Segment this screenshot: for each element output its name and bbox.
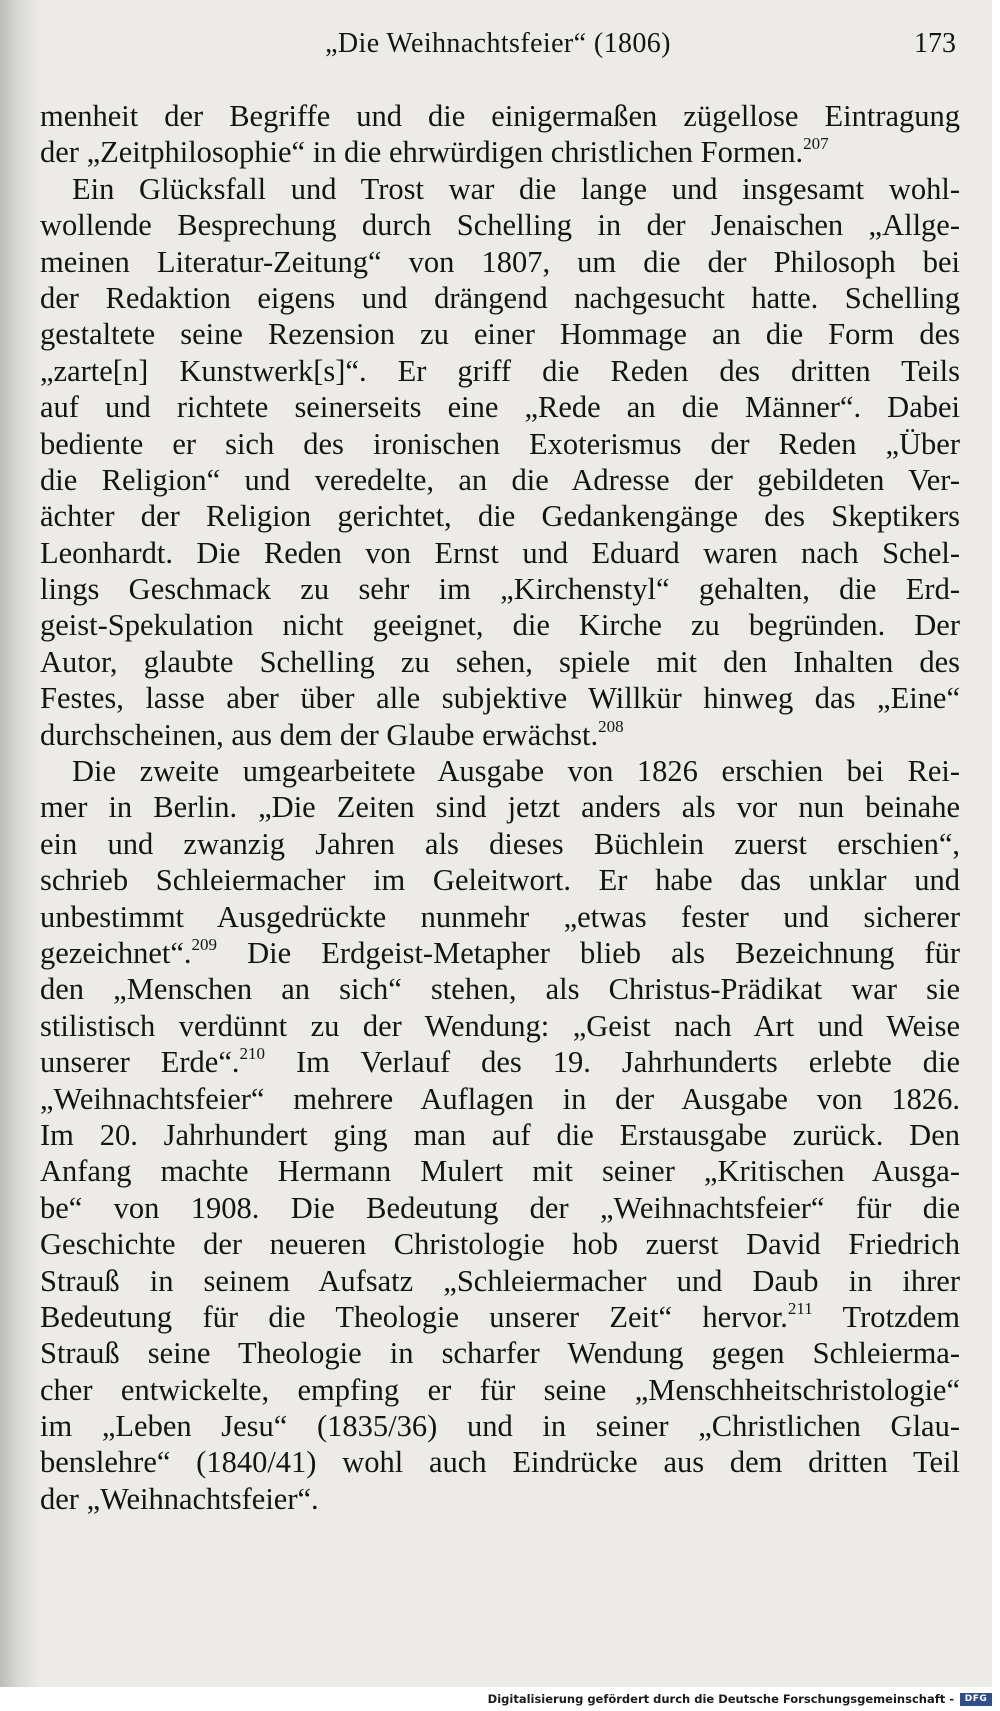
text-line — [40, 571, 960, 607]
text-segment: Bedeutung für die Theologie unserer Zeit“ hervor. — [40, 1299, 788, 1334]
text-line — [40, 644, 960, 680]
text-line — [40, 899, 960, 935]
text-segment: schrieb Schleiermacher im Geleitwort. Er habe das unklar und — [40, 863, 960, 898]
text-segment: Ein Glücksfall und Trost war die lange und insgesamt wohl- — [72, 171, 960, 206]
dfg-logo-icon: DFG — [960, 1693, 992, 1706]
text-line — [40, 1008, 960, 1044]
footnote-ref: 211 — [787, 1298, 813, 1318]
text-line — [40, 1299, 960, 1335]
text-line — [40, 280, 960, 316]
text-line — [40, 680, 960, 716]
text-segment: im „Leben Jesu“ (1835/36) und in seiner „Christlichen Glau- — [40, 1409, 960, 1444]
text-segment: „zarte[n] Kunstwerk[s]“. Er griff die Reden des dritten Teils — [40, 353, 960, 388]
footnote-ref: 207 — [803, 134, 829, 154]
text-segment: der Redaktion eigens und drängend nachgesucht hatte. Schelling — [40, 280, 960, 315]
text-segment: cher entwickelte, empfing er für seine „Menschheitschristologie“ — [40, 1372, 960, 1407]
text-line — [40, 244, 960, 280]
text-segment: gezeichnet“. — [40, 935, 192, 970]
text-segment: gestaltete seine Rezension zu einer Hommage an die Form des — [40, 317, 960, 352]
text-line — [40, 171, 960, 207]
text-segment: bediente er sich des ironischen Exoterismus der Reden „Über — [40, 426, 960, 461]
text-segment: Festes, lasse aber über alle subjektive Willkür hinweg das „Eine“ — [40, 681, 960, 716]
footnote-ref: 209 — [191, 934, 218, 954]
text-line — [40, 753, 960, 789]
text-segment: Im 20. Jahrhundert ging man auf die Erstausgabe zurück. Den — [40, 1117, 960, 1152]
text-segment: unbestimmt Ausgedrückte nunmehr „etwas fester und sicherer — [40, 899, 960, 934]
text-segment: Anfang machte Hermann Mulert mit seiner „Kritischen Ausga- — [40, 1154, 960, 1189]
text-segment: lings Geschmack zu sehr im „Kirchenstyl“ gehalten, die Erd- — [40, 572, 960, 607]
text-line — [40, 1408, 960, 1444]
text-line — [40, 971, 960, 1007]
text-segment: ächter der Religion gerichtet, die Gedankengänge des Skeptikers — [40, 499, 960, 534]
running-header — [40, 28, 956, 72]
text-line — [40, 935, 960, 971]
text-segment: der „Zeitphilosophie“ in die ehrwürdigen christlichen Formen. — [40, 135, 804, 170]
text-segment: stilistisch verdünnt zu der Wendung: „Geist nach Art und Weise — [40, 1008, 960, 1043]
text-segment: „Weihnachtsfeier“ mehrere Auflagen in der Ausgabe von 1826. — [40, 1081, 960, 1116]
footnote-ref: 210 — [239, 1044, 266, 1064]
text-line — [40, 207, 960, 243]
text-segment: mer in Berlin. „Die Zeiten sind jetzt anders als vor nun beinahe — [40, 790, 960, 825]
text-segment: meinen Literatur-Zeitung“ von 1807, um die der Philosoph bei — [40, 244, 960, 279]
text-line — [40, 1335, 960, 1371]
text-segment: Die Erdgeist-Metapher blieb als Bezeichnung für — [217, 935, 960, 970]
text-line — [40, 1263, 960, 1299]
page-gutter-shadow — [0, 0, 40, 1711]
text-segment: auf und richtete seinerseits eine „Rede an die Männer“. Dabei — [40, 390, 960, 425]
text-line — [40, 1190, 960, 1226]
text-segment: Im Verlauf des 19. Jahrhunderts erlebte die — [265, 1045, 960, 1080]
text-line — [40, 316, 960, 352]
text-segment: Leonhardt. Die Reden von Ernst und Eduard waren nach Schel- — [40, 535, 960, 570]
text-line — [40, 1081, 960, 1117]
text-line — [40, 826, 960, 862]
text-line — [40, 462, 960, 498]
text-line — [40, 426, 960, 462]
text-segment: Autor, glaubte Schelling zu sehen, spiele mit den Inhalten des — [40, 644, 960, 679]
text-line — [40, 1444, 960, 1480]
text-line — [40, 789, 960, 825]
text-line — [40, 535, 960, 571]
text-segment: wollende Besprechung durch Schelling in der Jenaischen „Allge- — [40, 208, 960, 243]
footnote-ref: 208 — [598, 716, 624, 736]
footer-credit: Digitalisierung gefördert durch die Deutsche Forschungsgemeinschaft - — [487, 1692, 954, 1706]
text-line — [40, 134, 960, 170]
text-line — [40, 98, 960, 134]
text-line — [40, 862, 960, 898]
text-line — [40, 1481, 960, 1517]
text-segment: unserer Erde“. — [40, 1045, 240, 1080]
text-line — [40, 353, 960, 389]
text-line — [40, 1044, 960, 1080]
text-line — [40, 717, 960, 753]
text-segment: der „Weihnachtsfeier“. — [40, 1481, 319, 1516]
text-segment: Die zweite umgearbeitete Ausgabe von 1826 erschien bei Rei- — [72, 754, 960, 789]
text-line — [40, 389, 960, 425]
running-title: „Die Weihnachtsfeier“ (1806) — [325, 28, 671, 59]
text-line — [40, 1117, 960, 1153]
text-line — [40, 1153, 960, 1189]
text-segment: ein und zwanzig Jahren als dieses Büchlein zuerst erschien“, — [40, 826, 960, 861]
text-segment: den „Menschen an sich“ stehen, als Christus-Prädikat war sie — [40, 972, 960, 1007]
right-margin — [992, 0, 1000, 1711]
text-line — [40, 607, 960, 643]
text-segment: Trotzdem — [812, 1299, 960, 1334]
text-segment: menheit der Begriffe und die einigermaßen zügellose Eintragung — [40, 99, 960, 133]
text-segment: geist-Spekulation nicht geeignet, die Kirche zu begründen. Der — [40, 608, 960, 643]
text-segment: benslehre“ (1840/41) wohl auch Eindrücke aus dem dritten Teil — [40, 1445, 960, 1480]
text-segment: be“ von 1908. Die Bedeutung der „Weihnachtsfeier“ für die — [40, 1190, 960, 1225]
text-segment: durchscheinen, aus dem der Glaube erwächst. — [40, 717, 599, 752]
text-line — [40, 1372, 960, 1408]
text-segment: Strauß seine Theologie in scharfer Wendung gegen Schleierma- — [40, 1336, 960, 1371]
body-text — [40, 98, 960, 1517]
digitization-footer — [0, 1687, 1000, 1711]
page-number: 173 — [914, 28, 956, 59]
text-segment: Strauß in seinem Aufsatz „Schleiermacher und Daub in ihrer — [40, 1263, 960, 1298]
text-line — [40, 1226, 960, 1262]
text-line — [40, 498, 960, 534]
text-segment: die Religion“ und veredelte, an die Adresse der gebildeten Ver- — [40, 462, 960, 497]
text-segment: Geschichte der neueren Christologie hob zuerst David Friedrich — [40, 1227, 960, 1262]
